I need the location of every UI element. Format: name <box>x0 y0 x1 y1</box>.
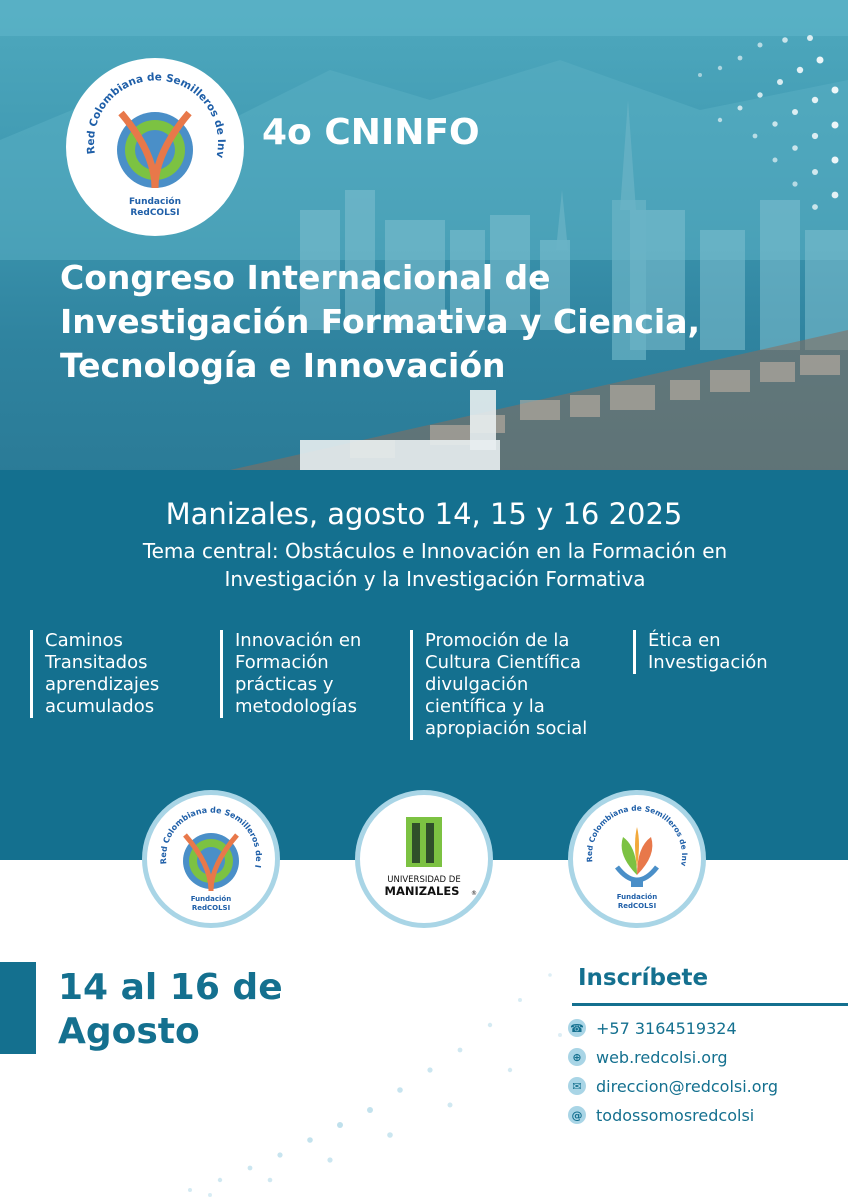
redcolsi-emblem-icon <box>147 795 275 923</box>
dates-line2: Agosto <box>58 1011 200 1052</box>
email-text: direccion@redcolsi.org <box>596 1076 779 1096</box>
topic-line: Investigación <box>648 652 768 673</box>
umanizales-line1: UNIVERSIDAD DE <box>387 875 461 885</box>
register-divider <box>572 1003 848 1006</box>
topic-promocion <box>410 630 587 740</box>
umanizales-emblem-icon <box>360 795 488 923</box>
logo-ring-text: Red Colombiana de Semilleros de Inv <box>84 71 228 159</box>
partner-line1: Fundación <box>190 895 232 903</box>
title-line: Tecnología e Innovación <box>60 346 506 385</box>
partner-line1: Fundación <box>616 893 658 901</box>
partner-umanizales-logo <box>355 790 493 928</box>
phone-text: +57 3164519324 <box>596 1018 737 1038</box>
topic-line: Formación <box>235 652 329 673</box>
topic-line: metodologías <box>235 696 357 717</box>
topic-line: Ética en <box>648 630 721 651</box>
topic-line: divulgación <box>425 674 529 695</box>
partner-line2: RedCOLSI <box>191 904 231 912</box>
contact-email[interactable] <box>568 1074 778 1098</box>
logo-line1: Fundación <box>128 197 182 207</box>
partner-line2: RedCOLSI <box>617 902 657 910</box>
contact-phone[interactable] <box>568 1016 737 1040</box>
partner-ring-text: Red Colombiana de Semilleros de Inv <box>584 803 690 867</box>
email-icon: ✉ <box>568 1077 586 1095</box>
contact-social[interactable] <box>568 1103 754 1127</box>
topic-line: Innovación en <box>235 630 362 651</box>
topic-etica <box>633 630 768 674</box>
register-title: Inscríbete <box>578 965 709 991</box>
globe-icon: ⊕ <box>568 1048 586 1066</box>
umanizales-line2: MANIZALES <box>384 884 460 898</box>
topic-line: Cultura Científica <box>425 652 581 673</box>
topic-innovacion <box>220 630 361 718</box>
topic-line: apropiación social <box>425 718 588 739</box>
theme-line: Tema central: Obstáculos e Innovación en la Formación en <box>142 539 728 563</box>
topic-line: prácticas y <box>235 674 334 695</box>
umanizales-mark: ® <box>471 890 477 897</box>
partner-redcolsi-logo <box>142 790 280 928</box>
redcolsi-emblem-icon <box>66 58 244 236</box>
theme-line: Investigación y la Investigación Formativa <box>224 567 646 591</box>
logo-line2: RedCOLSI <box>130 208 180 218</box>
title-line: Investigación Formativa y Ciencia, <box>60 302 701 341</box>
topic-line: acumulados <box>45 696 155 717</box>
event-code: 4o CNINFO <box>262 112 480 153</box>
topic-caminos <box>30 630 159 718</box>
event-dates <box>58 966 283 1054</box>
topic-line: Transitados <box>45 652 148 673</box>
title-line: Congreso Internacional de <box>60 258 551 297</box>
topic-line: Promoción de la <box>425 630 570 651</box>
redcolsi-logo <box>66 58 244 236</box>
main-title <box>60 256 780 388</box>
social-text: todossomosredcolsi <box>596 1105 755 1125</box>
partner-redcolsi-new-logo <box>568 790 706 928</box>
dates-line1: 14 al 16 de <box>58 967 283 1008</box>
central-theme <box>70 537 800 593</box>
web-text: web.redcolsi.org <box>596 1047 728 1067</box>
partner-ring-text: Red Colombiana de Semilleros de I <box>158 805 264 869</box>
contact-web[interactable] <box>568 1045 728 1069</box>
date-accent-bar <box>0 962 36 1054</box>
topic-line: Caminos <box>45 630 123 651</box>
at-icon: @ <box>568 1106 586 1124</box>
topic-line: aprendizajes <box>45 674 160 695</box>
phone-icon: ☎ <box>568 1019 586 1037</box>
topic-line: científica y la <box>425 696 545 717</box>
place-date: Manizales, agosto 14, 15 y 16 2025 <box>165 497 683 531</box>
redcolsi-plant-emblem-icon <box>573 795 701 923</box>
